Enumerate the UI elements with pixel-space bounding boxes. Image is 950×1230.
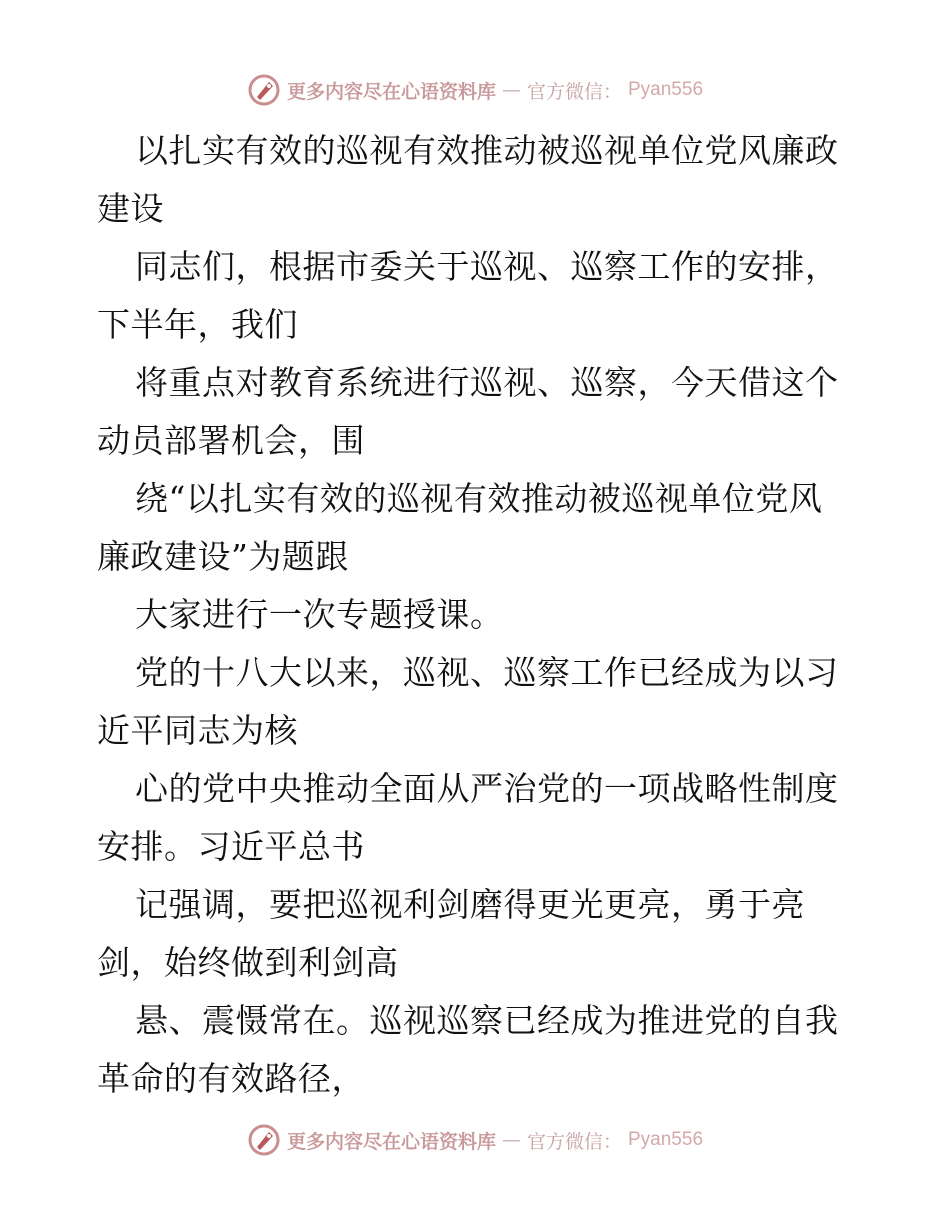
text-line: 建设 bbox=[97, 189, 164, 228]
paragraph-title bbox=[97, 122, 857, 238]
text-line: 悬、震慑常在。巡视巡察已经成为推进党的自我 bbox=[135, 1001, 839, 1040]
paragraph-strategy bbox=[97, 760, 857, 876]
paragraph-history bbox=[97, 644, 857, 760]
watermark-site-text: 更多内容尽在心语资料库 bbox=[286, 1130, 496, 1153]
text-line: 剑，始终做到利剑高 bbox=[97, 943, 399, 982]
text-line: 将重点对教育系统进行巡视、巡察，今天借这个 bbox=[135, 363, 839, 402]
text-line: 革命的有效路径， bbox=[97, 1059, 365, 1098]
text-line: 心的党中央推动全面从严治党的一项战略性制度 bbox=[135, 769, 839, 808]
watermark-site-text: 更多内容尽在心语资料库 bbox=[286, 80, 496, 103]
watermark-wechat-label: 官方微信： bbox=[526, 1130, 622, 1153]
text-line: 廉政建设”为题跟 bbox=[97, 537, 349, 576]
header-watermark bbox=[0, 70, 950, 110]
text-line: 以扎实有效的巡视有效推动被巡视单位党风廉政 bbox=[135, 131, 839, 170]
watermark-wechat-id: Pyan556 bbox=[628, 1129, 704, 1150]
footer-watermark bbox=[0, 1120, 950, 1160]
watermark-dash: — bbox=[501, 79, 521, 101]
paragraph-plan bbox=[97, 354, 857, 470]
pen-nib-logo-icon bbox=[247, 1123, 281, 1157]
text-line: 同志们，根据市委关于巡视、巡察工作的安排， bbox=[135, 247, 839, 286]
watermark-wechat-label: 官方微信： bbox=[526, 80, 622, 103]
watermark-wechat-id: Pyan556 bbox=[628, 79, 704, 100]
watermark-dash: — bbox=[501, 1129, 521, 1151]
paragraph-lecture bbox=[97, 586, 857, 644]
text-line: 近平同志为核 bbox=[97, 711, 298, 750]
paragraph-intro bbox=[97, 238, 857, 354]
text-line: 下半年，我们 bbox=[97, 305, 298, 344]
text-line: 绕“以扎实有效的巡视有效推动被巡视单位党风 bbox=[135, 479, 823, 518]
text-line: 记强调，要把巡视利剑磨得更光更亮，勇于亮 bbox=[135, 885, 805, 924]
text-line: 大家进行一次专题授课。 bbox=[135, 595, 504, 634]
paragraph-topic bbox=[97, 470, 857, 586]
pen-nib-logo-icon bbox=[247, 73, 281, 107]
document-body bbox=[97, 122, 857, 1108]
text-line: 安排。习近平总书 bbox=[97, 827, 365, 866]
paragraph-emphasis bbox=[97, 876, 857, 992]
text-line: 动员部署机会，围 bbox=[97, 421, 365, 460]
paragraph-path bbox=[97, 992, 857, 1108]
text-line: 党的十八大以来，巡视、巡察工作已经成为以习 bbox=[135, 653, 839, 692]
